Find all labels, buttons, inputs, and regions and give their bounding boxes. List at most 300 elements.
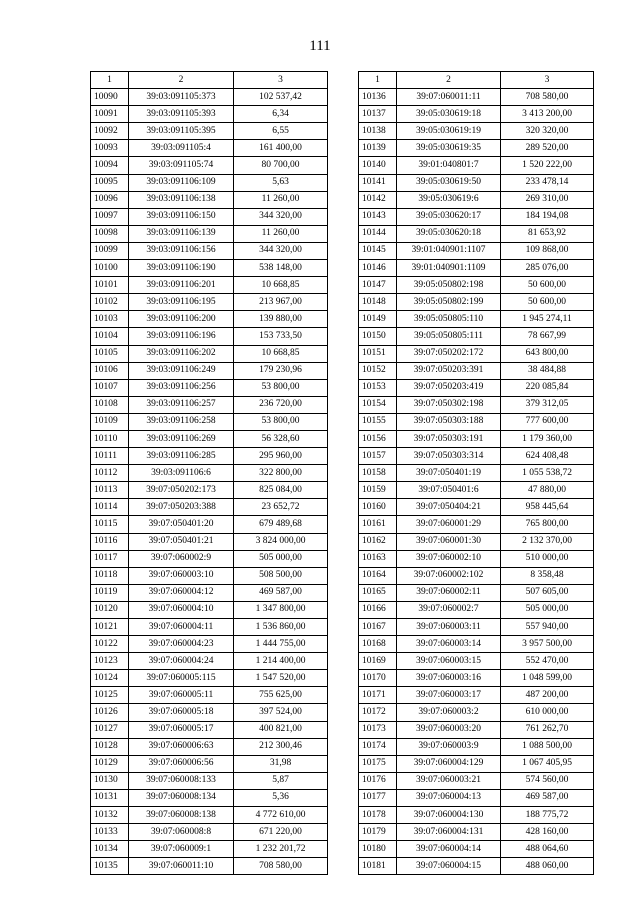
row-number: 10172 — [359, 704, 397, 721]
table-row — [359, 772, 594, 789]
table-row — [359, 465, 594, 482]
row-number: 10120 — [91, 601, 129, 618]
cadastral-value: 1 179 360,00 — [501, 430, 594, 447]
table-row — [359, 430, 594, 447]
cadastral-value: 510 000,00 — [501, 550, 594, 567]
cadastral-number: 39:03:091105:393 — [129, 106, 234, 123]
cadastral-value: 557 940,00 — [501, 619, 594, 636]
cadastral-value: 102 537,42 — [234, 89, 328, 106]
cadastral-value: 4 772 610,00 — [234, 807, 328, 824]
cadastral-value: 179 230,96 — [234, 362, 328, 379]
table-row — [359, 140, 594, 157]
row-number: 10092 — [91, 123, 129, 140]
cadastral-number: 39:01:040901:1107 — [397, 242, 501, 259]
cadastral-value: 671 220,00 — [234, 824, 328, 841]
table-row — [91, 482, 328, 499]
cadastral-number: 39:05:030620:17 — [397, 208, 501, 225]
column-header: 2 — [129, 72, 234, 89]
row-number: 10159 — [359, 482, 397, 499]
cadastral-number: 39:03:091106:156 — [129, 242, 234, 259]
table-row — [359, 413, 594, 430]
cadastral-number: 39:07:060005:115 — [129, 670, 234, 687]
cadastral-number: 39:03:091106:195 — [129, 294, 234, 311]
cadastral-value: 212 300,46 — [234, 738, 328, 755]
cadastral-value: 1 214 400,00 — [234, 653, 328, 670]
table-row — [91, 396, 328, 413]
cadastral-number: 39:07:060005:17 — [129, 721, 234, 738]
table-row — [91, 772, 328, 789]
table-row — [91, 807, 328, 824]
row-number: 10102 — [91, 294, 129, 311]
cadastral-value: 50 600,00 — [501, 277, 594, 294]
row-number: 10122 — [91, 636, 129, 653]
cadastral-value: 1 088 500,00 — [501, 738, 594, 755]
table-row — [359, 704, 594, 721]
cadastral-number: 39:07:060002:11 — [397, 584, 501, 601]
row-number: 10155 — [359, 413, 397, 430]
table-row — [91, 516, 328, 533]
cadastral-number: 39:07:060004:12 — [129, 584, 234, 601]
cadastral-number: 39:03:091106:202 — [129, 345, 234, 362]
row-number: 10170 — [359, 670, 397, 687]
table-row — [359, 584, 594, 601]
row-number: 10124 — [91, 670, 129, 687]
row-number: 10138 — [359, 123, 397, 140]
table-row — [359, 260, 594, 277]
cadastral-number: 39:07:050203:391 — [397, 362, 501, 379]
row-number: 10151 — [359, 345, 397, 362]
table-row — [91, 208, 328, 225]
cadastral-number: 39:07:050302:198 — [397, 396, 501, 413]
cadastral-number: 39:03:091106:258 — [129, 413, 234, 430]
cadastral-number: 39:07:060009:1 — [129, 841, 234, 858]
row-number: 10119 — [91, 584, 129, 601]
cadastral-value: 6,55 — [234, 123, 328, 140]
cadastral-number: 39:03:091106:6 — [129, 465, 234, 482]
row-number: 10101 — [91, 277, 129, 294]
table-row — [91, 294, 328, 311]
cadastral-value: 153 733,50 — [234, 328, 328, 345]
row-number: 10146 — [359, 260, 397, 277]
row-number: 10140 — [359, 157, 397, 174]
row-number: 10128 — [91, 738, 129, 755]
row-number: 10148 — [359, 294, 397, 311]
cadastral-number: 39:01:040901:1109 — [397, 260, 501, 277]
row-number: 10125 — [91, 687, 129, 704]
cadastral-number: 39:07:050303:191 — [397, 430, 501, 447]
table-row — [91, 567, 328, 584]
cadastral-value: 5,36 — [234, 789, 328, 806]
cadastral-value: 488 060,00 — [501, 858, 594, 875]
row-number: 10145 — [359, 242, 397, 259]
row-number: 10098 — [91, 225, 129, 242]
cadastral-value: 5,63 — [234, 174, 328, 191]
table-row — [91, 824, 328, 841]
table-row — [359, 106, 594, 123]
table-row — [91, 379, 328, 396]
table-row — [359, 328, 594, 345]
row-number: 10110 — [91, 430, 129, 447]
table-row — [359, 499, 594, 516]
row-number: 10176 — [359, 772, 397, 789]
table-row — [359, 636, 594, 653]
row-number: 10099 — [91, 242, 129, 259]
cadastral-value: 38 484,88 — [501, 362, 594, 379]
cadastral-value: 236 720,00 — [234, 396, 328, 413]
cadastral-value: 1 232 201,72 — [234, 841, 328, 858]
table-row — [359, 225, 594, 242]
cadastral-value: 285 076,00 — [501, 260, 594, 277]
table-row — [91, 687, 328, 704]
table-row — [91, 704, 328, 721]
row-number: 10147 — [359, 277, 397, 294]
row-number: 10115 — [91, 516, 129, 533]
cadastral-value: 379 312,05 — [501, 396, 594, 413]
table-row — [91, 362, 328, 379]
cadastral-value: 400 821,00 — [234, 721, 328, 738]
cadastral-number: 39:05:030619:19 — [397, 123, 501, 140]
row-number: 10169 — [359, 653, 397, 670]
table-row — [359, 242, 594, 259]
table-row — [91, 670, 328, 687]
cadastral-value: 109 868,00 — [501, 242, 594, 259]
table-row — [359, 533, 594, 550]
cadastral-number: 39:07:050202:172 — [397, 345, 501, 362]
cadastral-value: 825 084,00 — [234, 482, 328, 499]
row-number: 10164 — [359, 567, 397, 584]
cadastral-number: 39:07:060002:102 — [397, 567, 501, 584]
row-number: 10112 — [91, 465, 129, 482]
cadastral-number: 39:07:060004:15 — [397, 858, 501, 875]
row-number: 10180 — [359, 841, 397, 858]
cadastral-number: 39:03:091106:109 — [129, 174, 234, 191]
row-number: 10111 — [91, 448, 129, 465]
cadastral-number: 39:05:050805:111 — [397, 328, 501, 345]
row-number: 10095 — [91, 174, 129, 191]
row-number: 10103 — [91, 311, 129, 328]
cadastral-value: 1 048 599,00 — [501, 670, 594, 687]
row-number: 10131 — [91, 789, 129, 806]
table-row — [91, 841, 328, 858]
row-number: 10142 — [359, 191, 397, 208]
cadastral-value: 469 587,00 — [234, 584, 328, 601]
row-number: 10171 — [359, 687, 397, 704]
row-number: 10144 — [359, 225, 397, 242]
cadastral-value: 574 560,00 — [501, 772, 594, 789]
cadastral-value: 184 194,08 — [501, 208, 594, 225]
cadastral-value: 1 547 520,00 — [234, 670, 328, 687]
row-number: 10104 — [91, 328, 129, 345]
cadastral-value: 11 260,00 — [234, 191, 328, 208]
row-number: 10091 — [91, 106, 129, 123]
cadastral-number: 39:07:050401:19 — [397, 465, 501, 482]
table-row — [91, 858, 328, 875]
table-row — [91, 755, 328, 772]
cadastral-number: 39:03:091106:269 — [129, 430, 234, 447]
row-number: 10133 — [91, 824, 129, 841]
cadastral-value: 213 967,00 — [234, 294, 328, 311]
cadastral-value: 188 775,72 — [501, 807, 594, 824]
row-number: 10116 — [91, 533, 129, 550]
page-number: 111 — [309, 38, 331, 54]
cadastral-value: 505 000,00 — [501, 601, 594, 618]
row-number: 10149 — [359, 311, 397, 328]
cadastral-number: 39:07:060008:8 — [129, 824, 234, 841]
table-row — [91, 721, 328, 738]
table-row — [359, 516, 594, 533]
cadastral-number: 39:03:091105:373 — [129, 89, 234, 106]
cadastral-value: 269 310,00 — [501, 191, 594, 208]
table-row — [359, 345, 594, 362]
cadastral-number: 39:07:060003:15 — [397, 653, 501, 670]
table-row — [359, 601, 594, 618]
row-number: 10114 — [91, 499, 129, 516]
table-row — [91, 550, 328, 567]
table-row — [91, 89, 328, 106]
cadastral-number: 39:07:060006:63 — [129, 738, 234, 755]
cadastral-number: 39:07:060003:10 — [129, 567, 234, 584]
cadastral-value: 320 320,00 — [501, 123, 594, 140]
table-row — [91, 345, 328, 362]
cadastral-number: 39:03:091106:285 — [129, 448, 234, 465]
cadastral-value: 81 653,92 — [501, 225, 594, 242]
cadastral-number: 39:07:060004:129 — [397, 755, 501, 772]
table-row — [359, 841, 594, 858]
table-row — [359, 721, 594, 738]
cadastral-value: 56 328,60 — [234, 430, 328, 447]
cadastral-value: 1 055 538,72 — [501, 465, 594, 482]
table-row — [359, 396, 594, 413]
row-number: 10121 — [91, 619, 129, 636]
cadastral-value: 469 587,00 — [501, 789, 594, 806]
row-number: 10174 — [359, 738, 397, 755]
row-number: 10134 — [91, 841, 129, 858]
table-row — [359, 789, 594, 806]
cadastral-value: 1 067 405,95 — [501, 755, 594, 772]
cadastral-value: 397 524,00 — [234, 704, 328, 721]
table-row — [359, 482, 594, 499]
row-number: 10132 — [91, 807, 129, 824]
cadastral-number: 39:07:060004:130 — [397, 807, 501, 824]
row-number: 10139 — [359, 140, 397, 157]
row-number: 10157 — [359, 448, 397, 465]
row-number: 10165 — [359, 584, 397, 601]
cadastral-number: 39:07:060008:134 — [129, 789, 234, 806]
cadastral-number: 39:07:050401:20 — [129, 516, 234, 533]
cadastral-number: 39:07:060008:133 — [129, 772, 234, 789]
table-row — [91, 636, 328, 653]
column-header: 1 — [91, 72, 129, 89]
row-number: 10162 — [359, 533, 397, 550]
table-row — [91, 123, 328, 140]
table-row — [359, 567, 594, 584]
row-number: 10109 — [91, 413, 129, 430]
cadastral-value: 3 957 500,00 — [501, 636, 594, 653]
cadastral-value: 3 824 000,00 — [234, 533, 328, 550]
row-number: 10127 — [91, 721, 129, 738]
row-number: 10163 — [359, 550, 397, 567]
cadastral-number: 39:07:050303:188 — [397, 413, 501, 430]
row-number: 10093 — [91, 140, 129, 157]
cadastral-number: 39:07:060004:13 — [397, 789, 501, 806]
table-row — [91, 653, 328, 670]
table-row — [359, 191, 594, 208]
cadastral-value: 1 347 800,00 — [234, 601, 328, 618]
cadastral-value: 344 320,00 — [234, 208, 328, 225]
row-number: 10106 — [91, 362, 129, 379]
cadastral-value: 488 064,60 — [501, 841, 594, 858]
cadastral-number: 39:05:030619:35 — [397, 140, 501, 157]
cadastral-value: 10 668,85 — [234, 277, 328, 294]
column-header: 3 — [234, 72, 328, 89]
cadastral-number: 39:03:091106:256 — [129, 379, 234, 396]
cadastral-number: 39:07:060004:14 — [397, 841, 501, 858]
cadastral-value: 552 470,00 — [501, 653, 594, 670]
table-row — [359, 824, 594, 841]
table-row — [359, 858, 594, 875]
cadastral-number: 39:07:050303:314 — [397, 448, 501, 465]
table-row — [91, 260, 328, 277]
cadastral-number: 39:07:060011:11 — [397, 89, 501, 106]
cadastral-value: 3 413 200,00 — [501, 106, 594, 123]
table-row — [91, 533, 328, 550]
table-row — [359, 738, 594, 755]
table-row — [91, 242, 328, 259]
table-row — [359, 670, 594, 687]
table-row — [359, 157, 594, 174]
cadastral-value: 487 200,00 — [501, 687, 594, 704]
table-row — [91, 789, 328, 806]
row-number: 10100 — [91, 260, 129, 277]
table-row — [359, 687, 594, 704]
cadastral-value: 1 444 755,00 — [234, 636, 328, 653]
cadastral-number: 39:07:050401:6 — [397, 482, 501, 499]
table-row — [91, 619, 328, 636]
cadastral-number: 39:07:060006:56 — [129, 755, 234, 772]
table-row — [91, 174, 328, 191]
cadastral-number: 39:07:060003:21 — [397, 772, 501, 789]
cadastral-number: 39:03:091105:4 — [129, 140, 234, 157]
cadastral-number: 39:03:091106:200 — [129, 311, 234, 328]
table-row — [91, 140, 328, 157]
cadastral-value: 50 600,00 — [501, 294, 594, 311]
row-number: 10175 — [359, 755, 397, 772]
row-number: 10167 — [359, 619, 397, 636]
row-number: 10177 — [359, 789, 397, 806]
row-number: 10097 — [91, 208, 129, 225]
table-row — [91, 157, 328, 174]
cadastral-number: 39:07:060001:30 — [397, 533, 501, 550]
table-header-row — [359, 72, 594, 89]
cadastral-value: 10 668,85 — [234, 345, 328, 362]
table-row — [91, 465, 328, 482]
cadastral-value: 1 520 222,00 — [501, 157, 594, 174]
row-number: 10090 — [91, 89, 129, 106]
table-row — [91, 601, 328, 618]
cadastral-number: 39:07:060003:14 — [397, 636, 501, 653]
table-row — [359, 448, 594, 465]
cadastral-value: 31,98 — [234, 755, 328, 772]
cadastral-value: 2 132 370,00 — [501, 533, 594, 550]
cadastral-number: 39:07:060004:11 — [129, 619, 234, 636]
cadastral-number: 39:07:060001:29 — [397, 516, 501, 533]
cadastral-number: 39:07:060002:10 — [397, 550, 501, 567]
cadastral-number: 39:05:030619:18 — [397, 106, 501, 123]
cadastral-value: 765 800,00 — [501, 516, 594, 533]
cadastral-value: 53 800,00 — [234, 413, 328, 430]
row-number: 10123 — [91, 653, 129, 670]
cadastral-number: 39:05:030619:6 — [397, 191, 501, 208]
cadastral-value: 161 400,00 — [234, 140, 328, 157]
table-row — [91, 448, 328, 465]
cadastral-number: 39:07:060003:11 — [397, 619, 501, 636]
table-row — [359, 123, 594, 140]
row-number: 10154 — [359, 396, 397, 413]
cadastral-number: 39:07:060003:17 — [397, 687, 501, 704]
cadastral-number: 39:03:091106:196 — [129, 328, 234, 345]
table-row — [91, 430, 328, 447]
cadastral-value: 344 320,00 — [234, 242, 328, 259]
cadastral-number: 39:07:060005:18 — [129, 704, 234, 721]
cadastral-value: 1 536 860,00 — [234, 619, 328, 636]
cadastral-value: 1 945 274,11 — [501, 311, 594, 328]
cadastral-number: 39:07:060004:10 — [129, 601, 234, 618]
table-row — [91, 499, 328, 516]
cadastral-value: 777 600,00 — [501, 413, 594, 430]
table-row — [359, 379, 594, 396]
cadastral-value: 643 800,00 — [501, 345, 594, 362]
column-header: 2 — [397, 72, 501, 89]
cadastral-number: 39:03:091106:201 — [129, 277, 234, 294]
column-header: 3 — [501, 72, 594, 89]
table-header-row — [91, 72, 328, 89]
row-number: 10160 — [359, 499, 397, 516]
row-number: 10135 — [91, 858, 129, 875]
row-number: 10096 — [91, 191, 129, 208]
row-number: 10156 — [359, 430, 397, 447]
row-number: 10130 — [91, 772, 129, 789]
cadastral-value: 679 489,68 — [234, 516, 328, 533]
cadastral-value: 428 160,00 — [501, 824, 594, 841]
row-number: 10118 — [91, 567, 129, 584]
cadastral-number: 39:07:060004:24 — [129, 653, 234, 670]
column-header: 1 — [359, 72, 397, 89]
table-row — [359, 277, 594, 294]
row-number: 10129 — [91, 755, 129, 772]
row-number: 10105 — [91, 345, 129, 362]
cadastral-value: 958 445,64 — [501, 499, 594, 516]
cadastral-number: 39:07:060002:9 — [129, 550, 234, 567]
table-row — [359, 362, 594, 379]
right-table-body — [359, 89, 594, 875]
row-number: 10108 — [91, 396, 129, 413]
cadastral-number: 39:03:091105:395 — [129, 123, 234, 140]
row-number: 10179 — [359, 824, 397, 841]
cadastral-number: 39:07:060003:20 — [397, 721, 501, 738]
cadastral-value: 507 605,00 — [501, 584, 594, 601]
cadastral-number: 39:07:050203:419 — [397, 379, 501, 396]
cadastral-number: 39:07:060011:10 — [129, 858, 234, 875]
cadastral-value: 11 260,00 — [234, 225, 328, 242]
cadastral-number: 39:07:060002:7 — [397, 601, 501, 618]
cadastral-number: 39:07:050404:21 — [397, 499, 501, 516]
row-number: 10158 — [359, 465, 397, 482]
cadastral-number: 39:07:060003:9 — [397, 738, 501, 755]
row-number: 10143 — [359, 208, 397, 225]
cadastral-value: 78 667,99 — [501, 328, 594, 345]
table-row — [91, 106, 328, 123]
row-number: 10117 — [91, 550, 129, 567]
